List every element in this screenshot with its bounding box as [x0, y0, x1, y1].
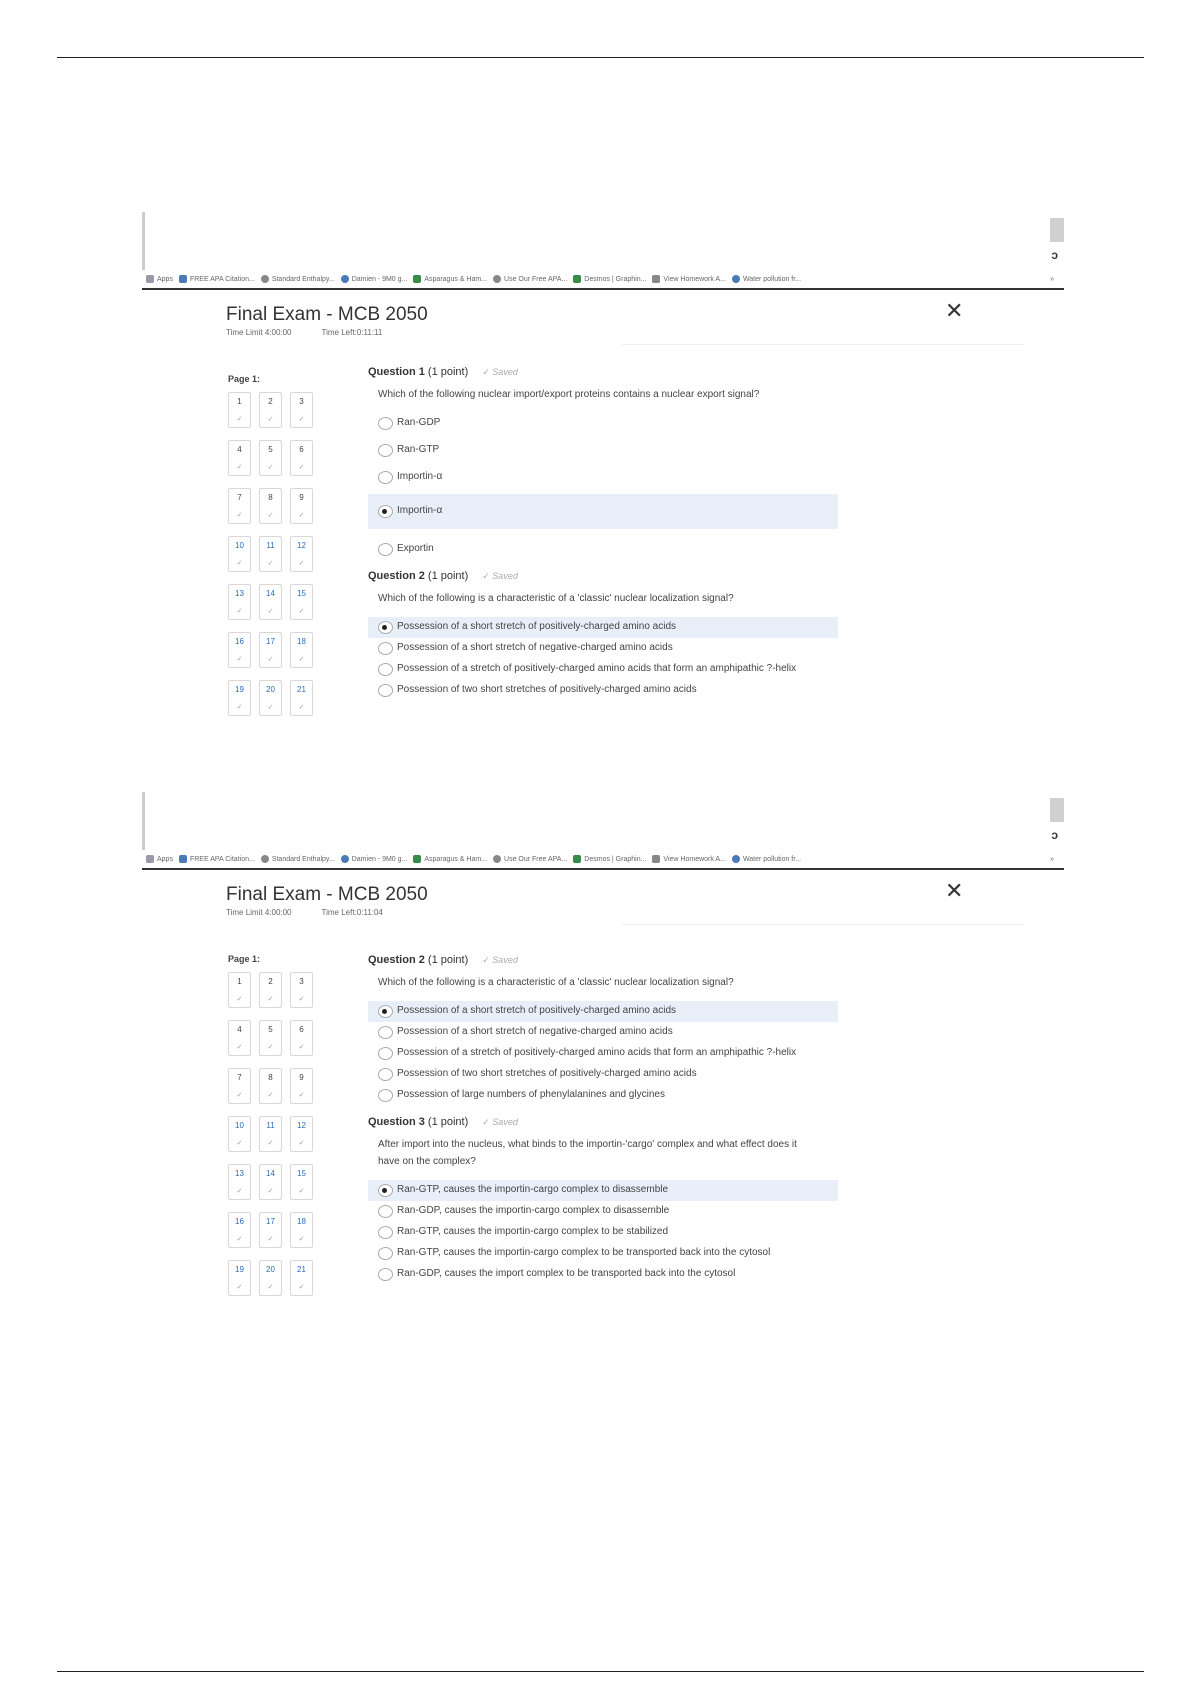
question-label: Question 1 [368, 366, 425, 378]
answer-option-text: Possession of large numbers of phenylalanines and glycines [397, 1089, 665, 1100]
question-nav-5[interactable] [259, 440, 282, 476]
question-block [368, 1116, 838, 1285]
extension-icon[interactable]: ɔ [1051, 248, 1058, 262]
saved-status: ✓ Saved [482, 367, 518, 377]
radio-button[interactable] [378, 1247, 393, 1260]
bookmark-favicon-icon [573, 855, 581, 863]
radio-button[interactable] [378, 1026, 393, 1039]
question-header [368, 954, 838, 966]
checkmark-icon: ✓ [298, 995, 305, 1003]
question-navigator [228, 374, 318, 716]
bookmark-favicon-icon [261, 855, 269, 863]
answer-option-text: Possession of a short stretch of negative-charged amino acids [397, 1026, 673, 1037]
question-label: Question 3 [368, 1116, 425, 1128]
answer-option[interactable] [368, 1180, 838, 1201]
bookmark-favicon-icon [261, 275, 269, 283]
answer-option[interactable] [368, 1064, 838, 1085]
page-label: Page 1: [228, 954, 261, 964]
screenshot-1 [142, 212, 1064, 794]
bookmark-item[interactable]: FREE APA Citation... [179, 275, 255, 283]
question-nav-15[interactable] [290, 1164, 313, 1200]
question-text: After import into the nucleus, what binds to the importin-'cargo' complex and what effect does it have on the complex? [378, 1139, 797, 1167]
question-number: 1 [237, 977, 242, 987]
question-nav-18[interactable] [290, 1212, 313, 1248]
question-grid [228, 392, 318, 716]
question-number: 15 [297, 1169, 306, 1179]
checkmark-icon: ✓ [298, 511, 305, 519]
checkmark-icon: ✓ [267, 1043, 274, 1051]
radio-button[interactable] [378, 471, 393, 484]
exam-title: Final Exam - MCB 2050 [226, 304, 428, 325]
bookmark-favicon-icon [652, 275, 660, 283]
answer-option-text: Possession of a short stretch of positively-charged amino acids [397, 1005, 677, 1016]
checkmark-icon: ✓ [298, 1187, 305, 1195]
checkmark-icon: ✓ [267, 1139, 274, 1147]
bookmark-item[interactable]: Damien - 9M0 g... [341, 275, 408, 283]
question-number: 3 [299, 397, 304, 407]
question-nav-7[interactable] [228, 1068, 251, 1104]
bookmark-item[interactable]: Water pollution fr... [732, 855, 801, 863]
question-block [368, 570, 838, 701]
bookmark-favicon-icon [413, 275, 421, 283]
close-icon[interactable]: ✕ [945, 298, 964, 323]
question-nav-14[interactable] [259, 1164, 282, 1200]
bookmark-favicon-icon [341, 855, 349, 863]
saved-status: ✓ Saved [482, 571, 518, 581]
apps-grid-icon [146, 855, 154, 863]
checkmark-icon: ✓ [298, 463, 305, 471]
checkmark-icon: ✓ [267, 703, 274, 711]
checkmark-icon: ✓ [236, 1283, 243, 1291]
checkmark-icon: ✓ [236, 559, 243, 567]
bookmark-favicon-icon [493, 275, 501, 283]
question-nav-4[interactable] [228, 440, 251, 476]
exam-header [142, 870, 1064, 922]
answer-option[interactable] [368, 1243, 838, 1264]
bookmark-favicon-icon [413, 855, 421, 863]
answer-option[interactable] [368, 413, 838, 434]
question-number: 7 [237, 493, 242, 503]
question-number: 20 [266, 1265, 275, 1275]
question-list [368, 954, 838, 1295]
question-nav-21[interactable] [290, 1260, 313, 1296]
radio-button[interactable] [378, 1005, 393, 1018]
question-label: Question 2 [368, 570, 425, 582]
answer-option-text: Possession of a short stretch of positively-charged amino acids [397, 621, 677, 632]
close-icon[interactable]: ✕ [945, 878, 964, 903]
checkmark-icon: ✓ [236, 995, 243, 1003]
bookmark-item[interactable]: Standard Enthalpy... [261, 855, 335, 863]
radio-button[interactable] [378, 543, 393, 556]
bookmark-item[interactable]: FREE APA Citation... [179, 855, 255, 863]
checkmark-icon: ✓ [298, 1091, 305, 1099]
exam-timer [226, 328, 382, 337]
question-number: 18 [297, 637, 306, 647]
question-nav-3[interactable] [290, 392, 313, 428]
answer-option[interactable] [368, 638, 838, 659]
question-number: 19 [235, 1265, 244, 1275]
bookmark-item[interactable]: Desmos | Graphin... [573, 275, 646, 283]
bookmark-favicon-icon [652, 855, 660, 863]
radio-button[interactable] [378, 642, 393, 655]
checkmark-icon: ✓ [236, 415, 243, 423]
answer-option-text: Ran-GDP, causes the import complex to be transported back into the cytosol [397, 1268, 736, 1279]
time-limit: Time Limit 4:00:00 [226, 328, 292, 337]
checkmark-icon: ✓ [298, 655, 305, 663]
question-nav-16[interactable] [228, 632, 251, 668]
answer-option-text: Ran-GTP [397, 444, 440, 455]
answer-option[interactable] [368, 440, 838, 461]
answer-option-text: Possession of a stretch of positively-charged amino acids that form an amphipathic ?-helix [397, 1047, 797, 1058]
checkmark-icon: ✓ [267, 1283, 274, 1291]
checkmark-icon: ✓ [298, 1283, 305, 1291]
question-block [368, 366, 838, 560]
question-number: 10 [235, 541, 244, 551]
question-number: 13 [235, 1169, 244, 1179]
answer-option[interactable] [368, 1222, 838, 1243]
question-nav-14[interactable] [259, 584, 282, 620]
header-divider [622, 924, 1024, 925]
question-number: 13 [235, 589, 244, 599]
bookmark-item[interactable]: Desmos | Graphin... [573, 855, 646, 863]
page-top-rule [57, 57, 1144, 58]
question-navigator [228, 954, 318, 1296]
question-nav-21[interactable] [290, 680, 313, 716]
question-nav-6[interactable] [290, 440, 313, 476]
answer-option[interactable] [368, 659, 838, 680]
answer-option-text: Importin-α [397, 505, 443, 516]
bookmark-item[interactable]: Use Our Free APA... [493, 855, 567, 863]
answer-option[interactable] [368, 467, 838, 488]
question-header [368, 570, 838, 582]
checkmark-icon: ✓ [267, 463, 274, 471]
question-number: 7 [237, 1073, 242, 1083]
page-label: Page 1: [228, 374, 261, 384]
bookmark-apps[interactable]: Apps [146, 855, 173, 863]
checkmark-icon: ✓ [298, 1043, 305, 1051]
bookmark-favicon-icon [179, 855, 187, 863]
question-number: 9 [299, 493, 304, 503]
question-heading [368, 954, 468, 966]
saved-status: ✓ Saved [482, 955, 518, 965]
answer-option[interactable] [368, 617, 838, 638]
question-nav-10[interactable] [228, 1116, 251, 1152]
time-left: Time Left:0:11:11 [321, 328, 383, 337]
radio-button[interactable] [378, 1184, 393, 1197]
question-number: 15 [297, 589, 306, 599]
answer-option-text: Possession of two short stretches of positively-charged amino acids [397, 684, 697, 695]
radio-button[interactable] [378, 505, 393, 518]
answer-option-text: Ran-GTP, causes the importin-cargo complex to disassemble [397, 1184, 669, 1195]
question-nav-16[interactable] [228, 1212, 251, 1248]
question-number: 5 [268, 445, 273, 455]
checkmark-icon: ✓ [236, 1235, 243, 1243]
checkmark-icon: ✓ [267, 415, 274, 423]
question-heading [368, 570, 468, 582]
question-nav-5[interactable] [259, 1020, 282, 1056]
answer-option-text: Ran-GTP, causes the importin-cargo complex to be transported back into the cytosol [397, 1247, 771, 1258]
checkmark-icon: ✓ [236, 703, 243, 711]
question-nav-10[interactable] [228, 536, 251, 572]
question-number: 14 [266, 589, 275, 599]
bookmark-item[interactable]: View Homework A... [652, 855, 726, 863]
question-nav-9[interactable] [290, 1068, 313, 1104]
bookmark-favicon-icon [493, 855, 501, 863]
radio-button[interactable] [378, 1047, 393, 1060]
question-number: 12 [297, 1121, 306, 1131]
answer-option[interactable] [368, 1043, 838, 1064]
question-number: 17 [266, 637, 275, 647]
bookmarks-bar [142, 850, 1064, 870]
question-number: 8 [268, 1073, 273, 1083]
question-number: 2 [268, 977, 273, 987]
question-number: 14 [266, 1169, 275, 1179]
question-number: 21 [297, 1265, 306, 1275]
checkmark-icon: ✓ [298, 703, 305, 711]
checkmark-icon: ✓ [298, 1235, 305, 1243]
bookmark-item[interactable]: View Homework A... [652, 275, 726, 283]
checkmark-icon: ✓ [236, 463, 243, 471]
bookmark-apps[interactable]: Apps [146, 275, 173, 283]
bookmark-favicon-icon [732, 855, 740, 863]
answer-option-text: Exportin [397, 543, 434, 554]
question-number: 19 [235, 685, 244, 695]
radio-button[interactable] [378, 1268, 393, 1281]
question-nav-1[interactable] [228, 972, 251, 1008]
answer-option-text: Ran-GTP, causes the importin-cargo complex to be stabilized [397, 1226, 669, 1237]
question-nav-20[interactable] [259, 680, 282, 716]
question-block [368, 954, 838, 1106]
checkmark-icon: ✓ [267, 607, 274, 615]
question-nav-8[interactable] [259, 488, 282, 524]
answer-option[interactable] [368, 1085, 838, 1106]
question-nav-13[interactable] [228, 584, 251, 620]
extension-icon[interactable]: ɔ [1051, 828, 1058, 842]
radio-button[interactable] [378, 1226, 393, 1239]
question-header [368, 1116, 838, 1128]
exam-title: Final Exam - MCB 2050 [226, 884, 428, 905]
apps-grid-icon [146, 275, 154, 283]
question-nav-9[interactable] [290, 488, 313, 524]
question-text: Which of the following nuclear import/export proteins contains a nuclear export signal? [378, 389, 760, 400]
question-nav-2[interactable] [259, 392, 282, 428]
question-nav-3[interactable] [290, 972, 313, 1008]
question-number: 6 [299, 1025, 304, 1035]
answer-option-text: Possession of two short stretches of positively-charged amino acids [397, 1068, 697, 1079]
question-number: 9 [299, 1073, 304, 1083]
checkmark-icon: ✓ [267, 559, 274, 567]
bookmarks-overflow-button[interactable]: » [1050, 855, 1054, 863]
question-number: 10 [235, 1121, 244, 1131]
question-number: 11 [266, 541, 275, 551]
radio-button[interactable] [378, 621, 393, 634]
scrollbar-thumb[interactable] [1050, 218, 1064, 242]
question-number: 11 [266, 1121, 275, 1131]
radio-button[interactable] [378, 684, 393, 697]
header-divider [622, 344, 1024, 345]
checkmark-icon: ✓ [267, 1091, 274, 1099]
question-points: (1 point) [427, 954, 469, 966]
question-nav-18[interactable] [290, 632, 313, 668]
browser-chrome [142, 212, 1064, 270]
checkmark-icon: ✓ [298, 415, 305, 423]
question-nav-13[interactable] [228, 1164, 251, 1200]
checkmark-icon: ✓ [267, 1235, 274, 1243]
question-number: 4 [237, 445, 242, 455]
question-nav-15[interactable] [290, 584, 313, 620]
checkmark-icon: ✓ [236, 511, 243, 519]
answer-option[interactable] [368, 1001, 838, 1022]
question-number: 1 [237, 397, 242, 407]
question-nav-11[interactable] [259, 1116, 282, 1152]
checkmark-icon: ✓ [267, 1187, 274, 1195]
checkmark-icon: ✓ [267, 655, 274, 663]
checkmark-icon: ✓ [298, 1139, 305, 1147]
question-number: 17 [266, 1217, 275, 1227]
question-label: Question 2 [368, 954, 425, 966]
checkmark-icon: ✓ [236, 607, 243, 615]
answer-option[interactable] [368, 1022, 838, 1043]
checkmark-icon: ✓ [298, 559, 305, 567]
answer-option[interactable] [368, 680, 838, 701]
answer-option[interactable] [368, 539, 838, 560]
checkmark-icon: ✓ [267, 511, 274, 519]
answer-option[interactable] [368, 1264, 838, 1285]
browser-chrome [142, 792, 1064, 850]
checkmark-icon: ✓ [236, 655, 243, 663]
question-number: 12 [297, 541, 306, 551]
time-left: Time Left:0:11:04 [321, 908, 383, 917]
question-text: Which of the following is a characteristic of a 'classic' nuclear localization signal? [378, 593, 734, 604]
question-nav-6[interactable] [290, 1020, 313, 1056]
question-points: (1 point) [427, 366, 469, 378]
bookmarks-bar [142, 270, 1064, 290]
scrollbar-thumb[interactable] [1050, 798, 1064, 822]
question-nav-19[interactable] [228, 1260, 251, 1296]
checkmark-icon: ✓ [236, 1139, 243, 1147]
question-number: 18 [297, 1217, 306, 1227]
question-number: 5 [268, 1025, 273, 1035]
question-nav-2[interactable] [259, 972, 282, 1008]
question-nav-17[interactable] [259, 632, 282, 668]
question-number: 3 [299, 977, 304, 987]
answer-option[interactable] [368, 1201, 838, 1222]
checkmark-icon: ✓ [236, 1043, 243, 1051]
question-number: 8 [268, 493, 273, 503]
checkmark-icon: ✓ [236, 1091, 243, 1099]
question-number: 4 [237, 1025, 242, 1035]
question-nav-7[interactable] [228, 488, 251, 524]
question-points: (1 point) [427, 570, 469, 582]
checkmark-icon: ✓ [298, 607, 305, 615]
question-number: 21 [297, 685, 306, 695]
question-number: 16 [235, 1217, 244, 1227]
answer-option-text: Possession of a short stretch of negative-charged amino acids [397, 642, 673, 653]
question-number: 6 [299, 445, 304, 455]
saved-status: ✓ Saved [482, 1117, 518, 1127]
answer-option-text: Ran-GDP [397, 417, 441, 428]
question-nav-1[interactable] [228, 392, 251, 428]
question-nav-8[interactable] [259, 1068, 282, 1104]
bookmark-favicon-icon [732, 275, 740, 283]
answer-option-text: Ran-GDP, causes the importin-cargo complex to disassemble [397, 1205, 670, 1216]
question-text: Which of the following is a characteristic of a 'classic' nuclear localization signal? [378, 977, 734, 988]
answer-option-text: Importin-α [397, 471, 443, 482]
page-bottom-rule [57, 1671, 1144, 1672]
bookmarks-overflow-button[interactable]: » [1050, 275, 1054, 283]
radio-button[interactable] [378, 663, 393, 676]
question-number: 16 [235, 637, 244, 647]
question-nav-17[interactable] [259, 1212, 282, 1248]
question-nav-11[interactable] [259, 536, 282, 572]
bookmark-favicon-icon [341, 275, 349, 283]
question-grid [228, 972, 318, 1296]
question-list [368, 366, 838, 711]
radio-button[interactable] [378, 1205, 393, 1218]
question-header [368, 366, 838, 378]
screenshot-2 [142, 792, 1064, 1372]
radio-button[interactable] [378, 417, 393, 430]
checkmark-icon: ✓ [236, 1187, 243, 1195]
radio-button[interactable] [378, 1068, 393, 1081]
time-limit: Time Limit 4:00:00 [226, 908, 292, 917]
question-number: 20 [266, 685, 275, 695]
answer-option[interactable] [368, 494, 838, 529]
question-points: (1 point) [427, 1116, 469, 1128]
exam-header [142, 290, 1064, 342]
bookmark-item[interactable]: Use Our Free APA... [493, 275, 567, 283]
bookmark-favicon-icon [179, 275, 187, 283]
bookmark-item[interactable]: Standard Enthalpy... [261, 275, 335, 283]
radio-button[interactable] [378, 444, 393, 457]
bookmark-item[interactable]: Asparagus & Ham... [413, 855, 487, 863]
bookmark-favicon-icon [573, 275, 581, 283]
question-heading [368, 1116, 468, 1128]
question-nav-4[interactable] [228, 1020, 251, 1056]
radio-button[interactable] [378, 1089, 393, 1102]
answer-option-text: Possession of a stretch of positively-charged amino acids that form an amphipathic ?-helix [397, 663, 797, 674]
bookmark-item[interactable]: Asparagus & Ham... [413, 275, 487, 283]
question-nav-19[interactable] [228, 680, 251, 716]
bookmark-item[interactable]: Water pollution fr... [732, 275, 801, 283]
question-nav-12[interactable] [290, 536, 313, 572]
bookmark-item[interactable]: Damien - 9M0 g... [341, 855, 408, 863]
question-number: 2 [268, 397, 273, 407]
question-nav-12[interactable] [290, 1116, 313, 1152]
question-nav-20[interactable] [259, 1260, 282, 1296]
question-heading [368, 366, 468, 378]
exam-timer [226, 908, 383, 917]
checkmark-icon: ✓ [267, 995, 274, 1003]
